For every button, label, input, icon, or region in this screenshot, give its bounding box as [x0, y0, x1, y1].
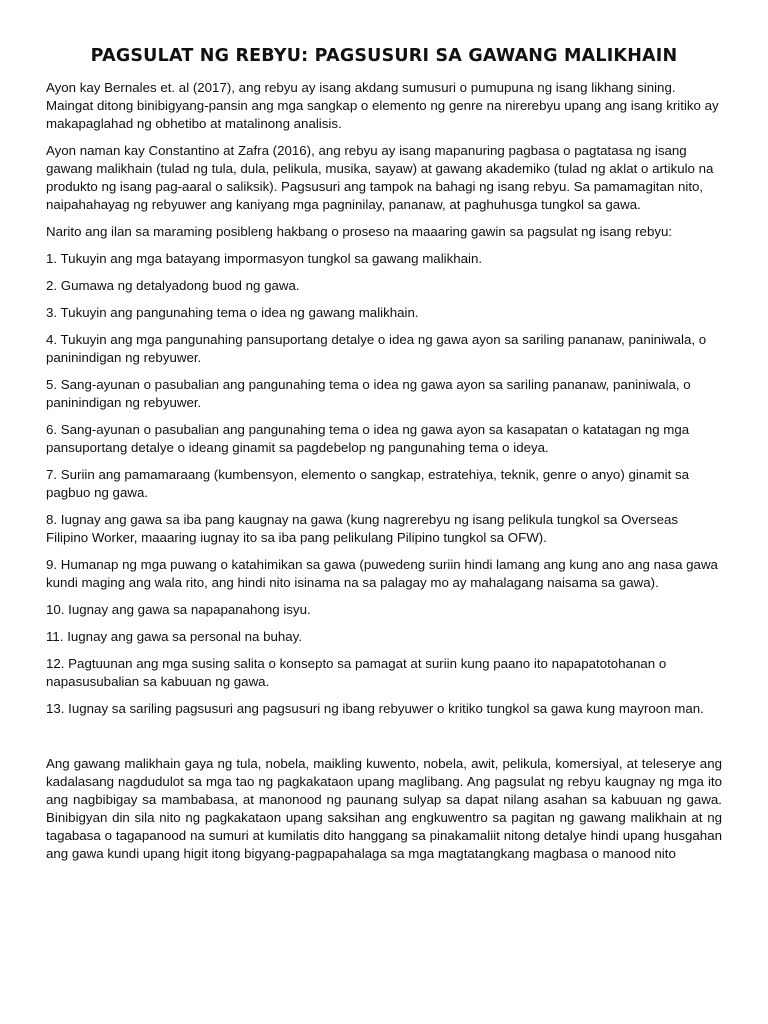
- step-item: 13. Iugnay sa sariling pagsusuri ang pagsusuri ng ibang rebyuwer o kritiko tungkol sa gawa kung mayroon man.: [46, 701, 704, 716]
- step-item: 6. Sang-ayunan o pasubalian ang pangunahing tema o idea ng gawa ayon sa kasapatan o katatagan ng mga pansuportang detalye o ideang ginamit sa pagdebelop ng pangunahing tema o ideya.: [46, 422, 690, 455]
- steps-list: [46, 250, 722, 718]
- step-item: 1. Tukuyin ang mga batayang impormasyon tungkol sa gawang malikhain.: [46, 251, 483, 266]
- step-item: 9. Humanap ng mga puwang o katahimikan sa gawa (puwedeng suriin hindi lamang ang kung ano ang nasa gawa kundi maging ang wala rito, ang hindi nito isinama na sa palagay mo ay mahalagang naisama sa gawa).: [46, 557, 718, 590]
- intro-paragraph-2: Ayon naman kay Constantino at Zafra (2016), ang rebyu ay isang mapanuring pagbasa o pagtatasa ng isang gawang malikhain (tulad ng tula, dula, pelikula, musika, sayaw) at gawang akademiko (tulad ng aklat o artikulo na produkto ng isang pag-aaral o saliksik). Pagsusuri ang tampok na bahagi ng isang rebyu. Sa pamamagitan nito, naipahahayag ng rebyuwer ang kaniyang mga pagninilay, pananaw, at paghuhusga tungkol sa gawa.: [46, 143, 714, 212]
- step-item: 5. Sang-ayunan o pasubalian ang pangunahing tema o idea ng gawa ayon sa sariling pananaw, paniniwala, o paninindigan ng rebyuwer.: [46, 377, 691, 410]
- step-item: 8. Iugnay ang gawa sa iba pang kaugnay na gawa (kung nagrerebyu ng isang pelikula tungkol sa Overseas Filipino Worker, maaaring iugnay ito sa iba pang pelikulang Pilipino tungkol sa OFW).: [46, 512, 679, 545]
- step-item: 2. Gumawa ng detalyadong buod ng gawa.: [46, 278, 300, 293]
- step-item: 10. Iugnay ang gawa sa napapanahong isyu.: [46, 602, 311, 617]
- section-spacer: [46, 727, 722, 755]
- step-item: 12. Pagtuunan ang mga susing salita o konsepto sa pamagat at suriin kung paano ito napapatotohanan o napasusubalian sa kabuuan ng gawa.: [46, 656, 667, 689]
- step-item: 3. Tukuyin ang pangunahing tema o idea ng gawang malikhain.: [46, 305, 419, 320]
- step-item: 4. Tukuyin ang mga pangunahing pansuportang detalye o idea ng gawa ayon sa sariling pananaw, paniniwala, o paninindigan ng rebyuwer.: [46, 332, 707, 365]
- intro-paragraph-3: Narito ang ilan sa maraming posibleng hakbang o proseso na maaaring gawin sa pagsulat ng isang rebyu:: [46, 224, 673, 239]
- document-title: PAGSULAT NG REBYU: PAGSUSURI SA GAWANG MALIKHAIN: [90, 46, 678, 66]
- document-page: [46, 44, 722, 872]
- step-item: 11. Iugnay ang gawa sa personal na buhay.: [46, 629, 303, 644]
- step-item: 7. Suriin ang pamamaraang (kumbensyon, elemento o sangkap, estratehiya, teknik, genre o anyo) ginamit sa pagbuo ng gawa.: [46, 467, 690, 500]
- intro-paragraph-1: Ayon kay Bernales et. al (2017), ang rebyu ay isang akdang sumusuri o pumupuna ng isang likhang sining. Maingat ditong binibigyang-pansin ang mga sangkap o elemento ng genre na nirerebyu upang ang isang kritiko ay makapaglahad ng obhetibo at matalinong analisis.: [46, 80, 719, 131]
- closing-paragraph: Ang gawang malikhain gaya ng tula, nobela, maikling kuwento, nobela, awit, pelikula, komersiyal, at teleserye ang kadalasang nagdudulot sa mga tao ng pagkakataon upang maglibang. Ang pagsulat ng rebyu kaugnay ng mga ito ang nagbibigay sa mambabasa, at manonood ng paunang sulyap sa dapat nilang asahan sa kabuuan ng gawa. Binibigyan din sila nito ng pagkakataon upang saksihan ang engkuwentro sa pagitan ng gawang malikhain at ng tagabasa o tagapanood na sumuri at kumilatis dito hanggang sa pinakamaliit nitong detalye hindi upang husgahan ang gawa kundi upang higit itong bigyang-pagpapahalaga sa mga magtatangkang magbasa o manood nito: [46, 756, 722, 861]
